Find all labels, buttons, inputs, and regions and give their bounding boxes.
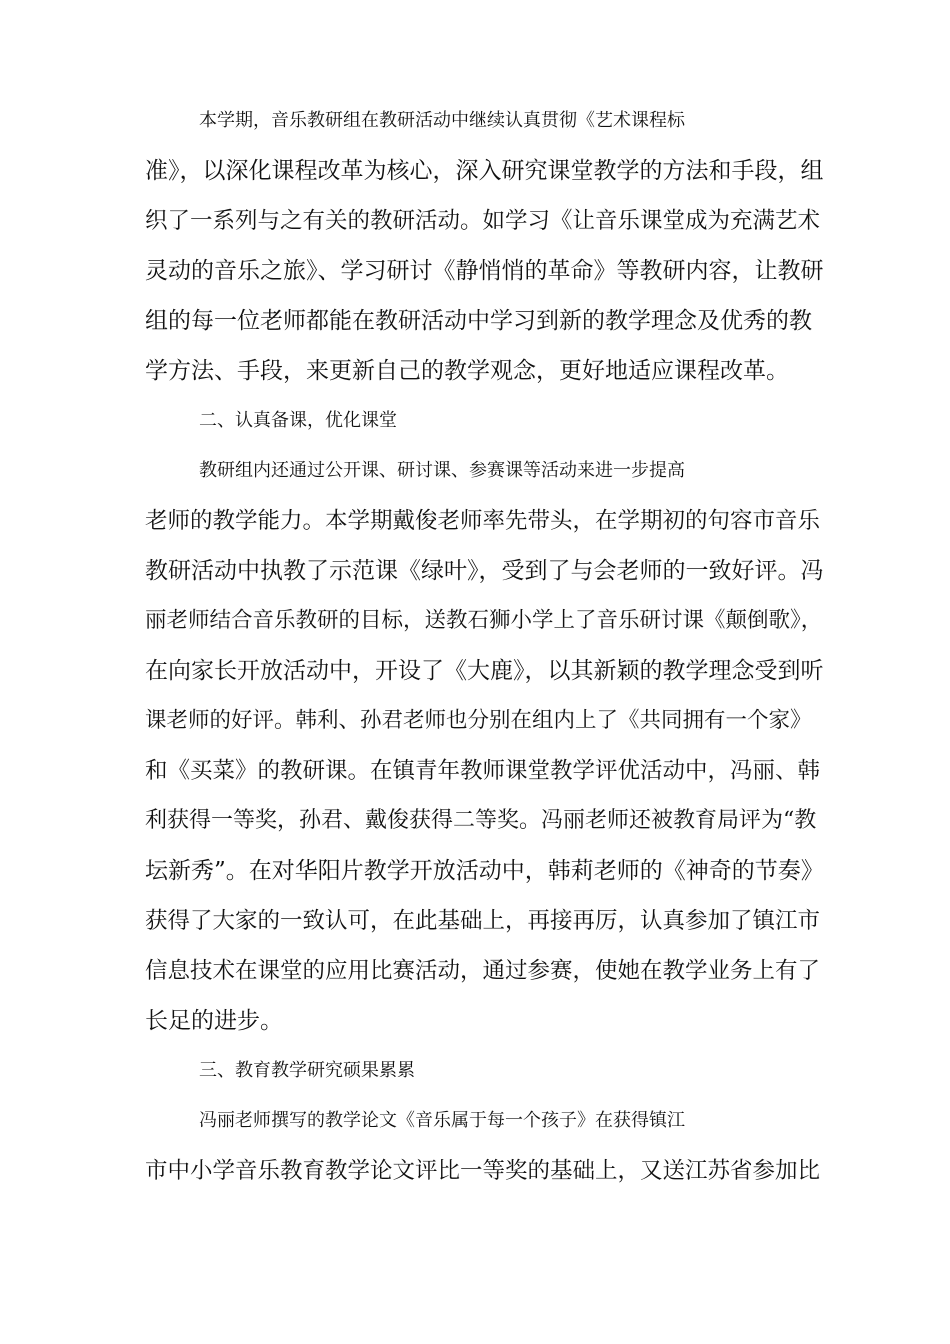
paragraph-line: 市中小学音乐教育教学论文评比一等奖的基础上，又送江苏省参加比 (145, 1158, 821, 1184)
paragraph-line: 课老师的好评。韩利、孙君老师也分别在组内上了《共同拥有一个家》 (145, 708, 812, 733)
paragraph-line: 信息技术在课堂的应用比赛活动，通过参赛，使她在教学业务上有了 (145, 958, 821, 984)
paragraph-line: 织了一系列与之有关的教研活动。如学习《让音乐课堂成为充满艺术 (145, 208, 821, 234)
paragraph-line: 教研组内还通过公开课、研讨课、参赛课等活动来进一步提高 (199, 460, 685, 481)
paragraph-line: 灵动的音乐之旅》、学习研讨《静悄悄的革命》等教研内容，让教研 (145, 258, 824, 284)
paragraph-line: 和《买菜》的教研课。在镇青年教师课堂教学评优活动中，冯丽、韩 (145, 758, 821, 784)
paragraph-line: 老师的教学能力。本学期戴俊老师率先带头，在学期初的句容市音乐 (145, 508, 821, 534)
paragraph-line: 组的每一位老师都能在教研活动中学习到新的教学理念及优秀的教 (145, 308, 812, 334)
paragraph-line: 在向家长开放活动中，开设了《大鹿》，以其新颖的教学理念受到听 (145, 658, 824, 684)
paragraph-line: 准》，以深化课程改革为核心，深入研究课堂教学的方法和手段，组 (145, 158, 824, 184)
paragraph-line: 教研活动中执教了示范课《绿叶》，受到了与会老师的一致好评。冯 (145, 558, 824, 584)
section-heading: 二、认真备课，优化课堂 (199, 410, 397, 431)
paragraph-line: 冯丽老师撰写的教学论文《音乐属于每一个孩子》在获得镇江 (199, 1110, 685, 1131)
paragraph-line: 本学期，音乐教研组在教研活动中继续认真贯彻《艺术课程标 (199, 110, 685, 131)
paragraph-line: 长足的进步。 (145, 1008, 283, 1034)
paragraph-line: 利获得一等奖，孙君、戴俊获得二等奖。冯丽老师还被教育局评为“教 (145, 808, 817, 833)
paragraph-line: 坛新秀”。在对华阳片教学开放活动中，韩莉老师的《神奇的节奏》 (145, 858, 824, 884)
paragraph-line: 获得了大家的一致认可，在此基础上，再接再厉，认真参加了镇江市 (145, 908, 821, 934)
section-heading: 三、教育教学研究硕果累累 (199, 1060, 415, 1081)
paragraph-line: 学方法、手段，来更新自己的教学观念，更好地适应课程改革。 (145, 358, 789, 384)
paragraph-line: 丽老师结合音乐教研的目标，送教石狮小学上了音乐研讨课《颠倒歌》， (145, 608, 823, 633)
